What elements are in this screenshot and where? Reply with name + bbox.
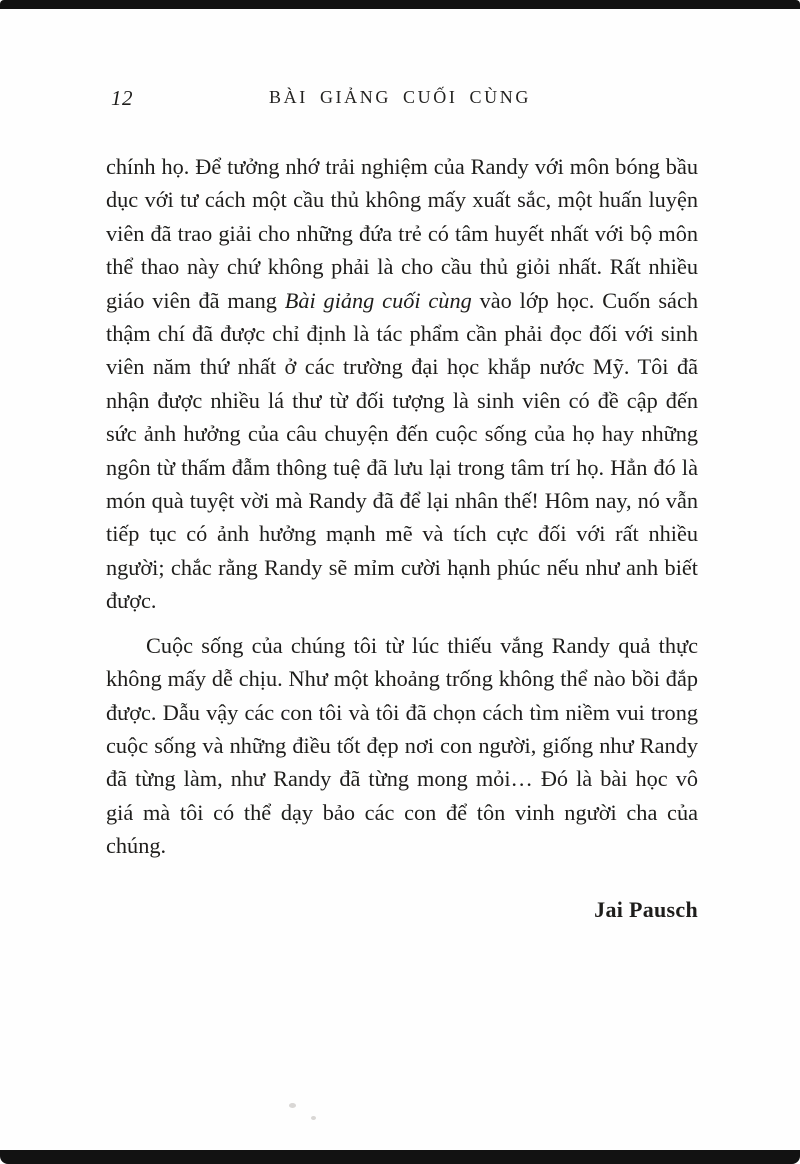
- paragraph-1: [106, 150, 698, 618]
- running-title: BÀI GIẢNG CUỐI CÙNG: [269, 87, 531, 107]
- page-header: [0, 86, 800, 114]
- author-signature: Jai Pausch: [594, 896, 698, 922]
- paragraph-1-text-post: vào lớp học. Cuốn sách thậm chí đã được chỉ định là tác phẩm cần phải đọc đối với sinh viên năm thứ nhất ở các trường đại học khắp nước Mỹ. Tôi đã nhận được nhiều lá thư từ đối tượng là sinh viên có đề cập đến sức ảnh hưởng của câu chuyện đến cuộc sống của họ hay những ngôn từ thấm đẫm thông tuệ đã lưu lại trong tâm trí họ. Hẳn đó là món quà tuyệt vời mà Randy đã để lại nhân thế! Hôm nay, nó vẫn tiếp tục có ảnh hưởng mạnh mẽ và tích cực đối với rất nhiều người; chắc rằng Randy sẽ mỉm cười hạnh phúc nếu như anh biết được.: [106, 287, 698, 614]
- scan-edge-top: [0, 0, 800, 9]
- page-number: 12: [111, 86, 133, 110]
- book-title-italic: Bài giảng cuối cùng: [284, 287, 472, 313]
- page-body: [106, 150, 698, 926]
- paragraph-1-text-pre: chính họ. Để tưởng nhớ trải nghiệm của Randy với môn bóng bầu dục với tư cách một cầu thủ không mấy xuất sắc, một huấn luyện viên đã trao giải cho những đứa trẻ có tâm huyết nhất với bộ môn thể thao này chứ không phải là cho cầu thủ giỏi nhất. Rất nhiều giáo viên đã mang: [106, 154, 698, 313]
- paragraph-2: Cuộc sống của chúng tôi từ lúc thiếu vắng Randy quả thực không mấy dễ chịu. Như một khoảng trống không thể nào bồi đắp được. Dẫu vậy các con tôi và tôi đã chọn cách tìm niềm vui trong cuộc sống và những điều tốt đẹp nơi con người, giống như Randy đã từng làm, như Randy đã từng mong mỏi… Đó là bài học vô giá mà tôi có thể dạy bảo các con để tôn vinh người cha của chúng.: [106, 632, 698, 859]
- scan-artifact: [289, 1103, 296, 1108]
- scan-edge-bottom: [0, 1150, 800, 1164]
- scan-artifact: [311, 1116, 316, 1120]
